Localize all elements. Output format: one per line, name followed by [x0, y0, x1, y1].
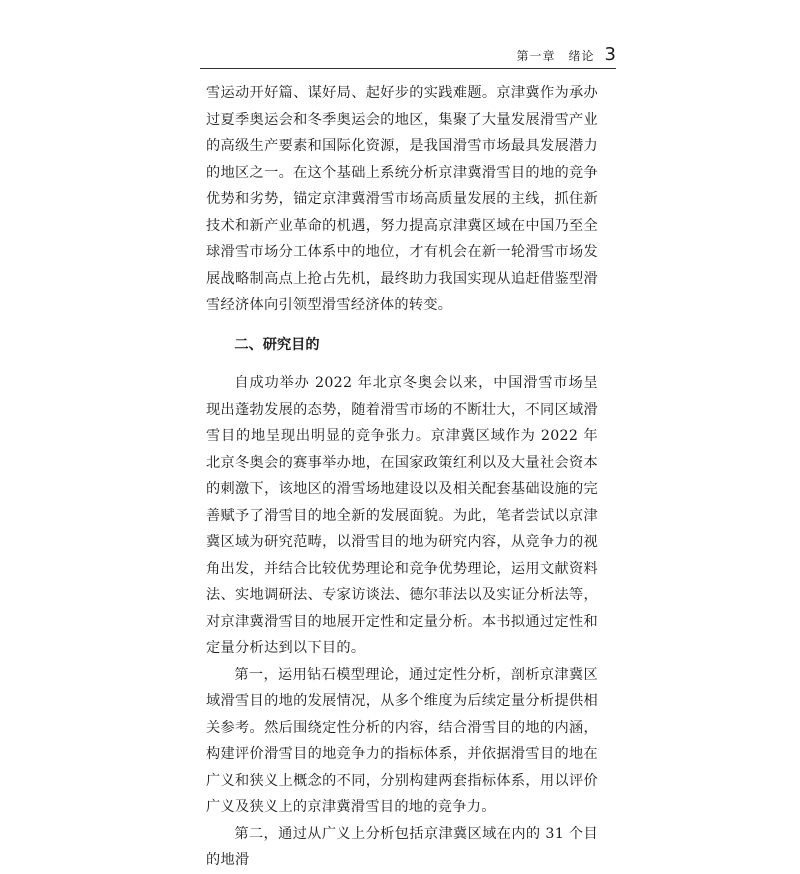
- running-head: [517, 44, 616, 65]
- paragraph-second-goal: 第二，通过从广义上分析包括京津冀区域在内的 31 个目的地滑: [206, 825, 598, 868]
- chapter-title: 第一章 绪论: [516, 49, 595, 63]
- paragraph-research-purpose: 自成功举办 2022 年北京冬奥会以来，中国滑雪市场呈现出蓬勃发展的态势，随着滑雪市场的不断壮大，不同区域滑雪目的地呈现出明显的竞争张力。京津冀区域作为 2022 年北京冬奥会的赛事举办地，在国家政策红利以及大量社会资本的刺激下，该地区的滑雪场地建设以及相关配套基础设施的完善赋予了滑雪目的地全新的发展面貌。为此，笔者尝试以京津冀区域为研究范畴，以滑雪目的地为研究内容，从竞争力的视角出发，并结合比较优势理论和竞争优势理论，运用文献资料法、实地调研法、专家访谈法、德尔菲法以及实证分析法等，对京津冀滑雪目的地展开定性和定量分析。本书拟通过定性和定量分析达到以下目的。: [206, 375, 598, 656]
- header-rule: [200, 68, 616, 69]
- paragraph-continuation: 雪运动开好篇、谋好局、起好步的实践难题。京津冀作为承办过夏季奥运会和冬季奥运会的地区，集聚了大量发展滑雪产业的高级生产要素和国际化资源，是我国滑雪市场最具发展潜力的地区之一。在这个基础上系统分析京津冀滑雪目的地的竞争优势和劣势，锚定京津冀滑雪市场高质量发展的主线，抓住新技术和新产业革命的机遇，努力提高京津冀区域在中国乃至全球滑雪市场分工体系中的地位，才有机会在新一轮滑雪市场发展战略制高点上抢占先机，最终助力我国实现从追赶借鉴型滑雪经济体向引领型滑雪经济体的转变。: [206, 85, 598, 313]
- paragraph-first-goal: 第一，运用钻石模型理论，通过定性分析，剖析京津冀区域滑雪目的地的发展情况，从多个维度为后续定量分析提供相关参考。然后围绕定性分析的内容，结合滑雪目的地的内涵，构建评价滑雪目的地竞争力的指标体系，并依据滑雪目的地在广义和狭义上概念的不同，分别构建两套指标体系，用以评价广义及狭义上的京津冀滑雪目的地的竞争力。: [206, 666, 598, 815]
- body-text: [206, 80, 598, 874]
- section-heading: 二、研究目的: [234, 336, 320, 353]
- page-number: 3: [604, 44, 616, 65]
